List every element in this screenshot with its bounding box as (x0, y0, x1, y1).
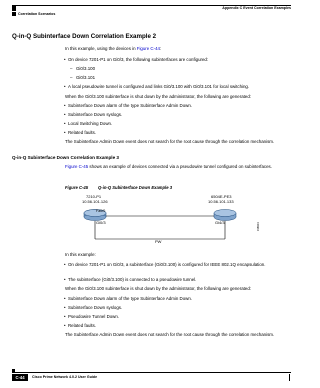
list-item: • Related faults. (68, 130, 288, 136)
header-marker (12, 5, 16, 11)
paragraph: When the Gi0/3.100 subinterface is shut down by the administrator, the following are generated: (65, 94, 251, 99)
paragraph: When the Gi0/3.100 subinterface is shut down by the administrator, the following are generated: (65, 286, 251, 291)
list-item: • The subinterface (Gi0/3.100) is connected to a pseudowire tunnel. (68, 277, 288, 283)
footer-title: Cisco Prime Network 4.0.2 User Guide (32, 375, 98, 379)
right-router-icon (214, 210, 236, 221)
right-port-label: Gi4/3 (215, 220, 225, 225)
list-item: • Subinterface Down syslogs. (68, 112, 288, 118)
paragraph-text: shows an example of devices connected via a pseudowire tunnel configured on subinterfaces. (88, 164, 272, 169)
list-item: • A local pseudowire tunnel is configured and links Gi0/3.100 with Gi0/3.101 for local switching. (68, 84, 288, 90)
list-item: • Subinterface Down syslogs. (68, 305, 288, 311)
paragraph-figure-ref (65, 164, 290, 170)
list-item: • On device 7201-P1 on Gi0/3, a subinterface (Gi0/3.100) is configured for IEEE 802.1Q encapsulation. (68, 262, 288, 268)
sub-list-item: – Gi0/3.100 (76, 66, 95, 72)
intro-end: : (159, 46, 162, 51)
paragraph: The Subinterface Admin Down event does not search for the root cause through the correlation mechanism. (65, 139, 275, 144)
running-header-chapter: Appendix C Event Correlation Examples (222, 6, 291, 10)
intro-paragraph (65, 46, 290, 52)
page-heading: Q-in-Q Subinterface Down Correlation Example 2 (12, 33, 157, 40)
list-item: • Local Switching Down. (68, 121, 288, 127)
intro-text: In this example, using the devices in (65, 46, 137, 51)
list-item: • On device 7201-P1 on Gi0/3, the following subinterfaces are configured: (68, 57, 288, 63)
sub-list-item: – Gi0/3.101 (76, 75, 95, 81)
right-device-ip: 10.56.101.133 (208, 199, 234, 204)
paragraph: In this example: (65, 252, 96, 257)
list-item: • Pseudowire Tunnel Down. (68, 314, 288, 320)
right-device-name: 6504E-PE3 (211, 194, 232, 199)
footer-tick (289, 374, 290, 381)
left-device-ip: 10.56.101.126 (82, 199, 108, 204)
figure-number: Figure C-45 (65, 185, 89, 190)
figure-caption (65, 185, 172, 190)
figure-c44-link[interactable]: Figure C-44 (136, 46, 160, 51)
list-item: • Subinterface Down alarm of the type Subinterface Admin Down. (68, 296, 288, 302)
running-header-section: Correlation Scenarios (18, 12, 56, 16)
network-diagram (65, 191, 265, 249)
left-port-top-label: Fa0/0 (96, 209, 106, 213)
page-number: C-44 (12, 374, 28, 381)
footer-rule (12, 372, 291, 373)
figure-title: Q-in-Q Subinterface Down Example 3 (98, 185, 173, 190)
section-marker (12, 12, 16, 16)
paragraph: The Subinterface Admin Down event does not search for the root cause through the correlation mechanism. (65, 332, 275, 337)
list-item: • Subinterface Down alarm of the type Subinterface Admin Down. (68, 103, 288, 109)
pseudowire-label: PW (155, 239, 162, 244)
left-port-label: Gi0/3 (96, 220, 106, 225)
subheading: Q-in-Q Subinterface Down Correlation Example 3 (12, 155, 119, 160)
figure-id: 198904 (257, 222, 260, 231)
list-item: • Related faults. (68, 323, 288, 329)
figure-c45-link[interactable]: Figure C-45 (65, 164, 89, 169)
left-device-name: 7210-P1 (86, 194, 102, 199)
